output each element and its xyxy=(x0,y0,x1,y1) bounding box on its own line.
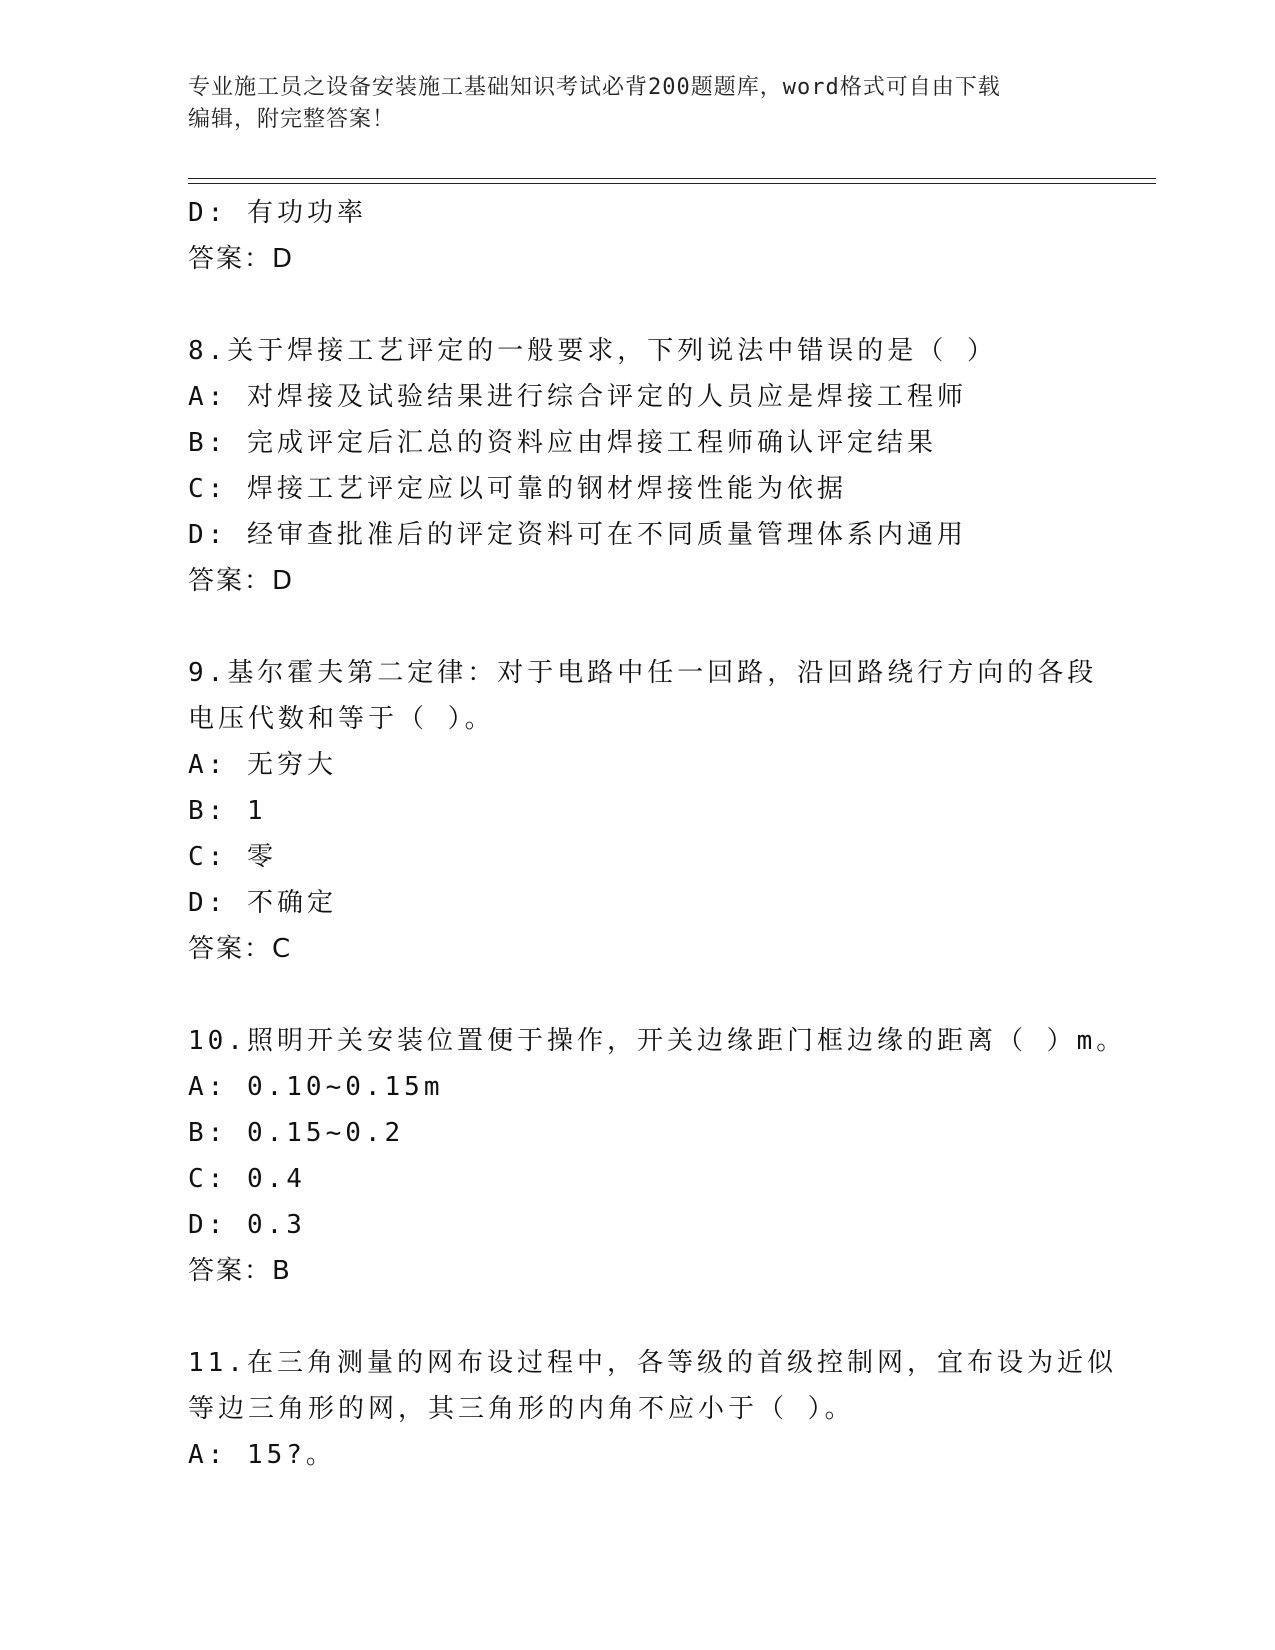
answer: 答案：D xyxy=(188,566,295,596)
header-line-1: 专业施工员之设备安装施工基础知识考试必背200题题库，word格式可自由下载 xyxy=(188,75,1001,100)
header-divider-bottom xyxy=(188,183,1156,184)
spacer xyxy=(188,282,1108,328)
question-text-line-2: 等边三角形的网，其三角形的内角不应小于（ ）。 xyxy=(188,1394,855,1424)
option-d: D: 经审查批准后的评定资料可在不同质量管理体系内通用 xyxy=(188,520,967,550)
question-text-line-1: 9.基尔霍夫第二定律：对于电路中任一回路，沿回路绕行方向的各段 xyxy=(188,658,1098,688)
option-d: D: 不确定 xyxy=(188,888,337,918)
question-8 xyxy=(188,328,1108,604)
option-b: B: 0.15~0.2 xyxy=(188,1118,405,1148)
answer: 答案：C xyxy=(188,934,293,964)
spacer xyxy=(188,604,1108,650)
question-9 xyxy=(188,650,1108,972)
option-b: B: 完成评定后汇总的资料应由焊接工程师确认评定结果 xyxy=(188,428,937,458)
option-a: A: 0.10~0.15m xyxy=(188,1072,444,1102)
option-d: D: 有功功率 xyxy=(188,198,367,228)
option-c: C: 0.4 xyxy=(188,1164,306,1194)
question-7-tail xyxy=(188,190,1108,282)
question-text-line-1: 11.在三角测量的网布设过程中，各等级的首级控制网，宜布设为近似 xyxy=(188,1348,1117,1378)
option-a: A: 无穷大 xyxy=(188,750,337,780)
option-b: B: 1 xyxy=(188,796,267,826)
question-10 xyxy=(188,1018,1127,1294)
question-text-line-2: 电压代数和等于（ ）。 xyxy=(188,704,495,734)
question-text: 10.照明开关安装位置便于操作，开关边缘距门框边缘的距离（ ）m。 xyxy=(188,1026,1127,1056)
header-line-2: 编辑，附完整答案！ xyxy=(188,107,396,132)
question-text: 8.关于焊接工艺评定的一般要求，下列说法中错误的是（ ） xyxy=(188,336,997,366)
document-header xyxy=(188,72,1088,136)
option-a: A: 对焊接及试验结果进行综合评定的人员应是焊接工程师 xyxy=(188,382,967,412)
answer: 答案：B xyxy=(188,1256,292,1286)
option-d: D: 0.3 xyxy=(188,1210,306,1240)
spacer xyxy=(188,1294,1108,1340)
option-a: A: 15?。 xyxy=(188,1440,336,1470)
option-c: C: 焊接工艺评定应以可靠的钢材焊接性能为依据 xyxy=(188,474,847,504)
option-c: C: 零 xyxy=(188,842,277,872)
header-divider-top xyxy=(188,178,1156,179)
question-11 xyxy=(188,1340,1117,1478)
question-list xyxy=(188,190,1127,1478)
answer: 答案：D xyxy=(188,244,295,274)
spacer xyxy=(188,972,1108,1018)
